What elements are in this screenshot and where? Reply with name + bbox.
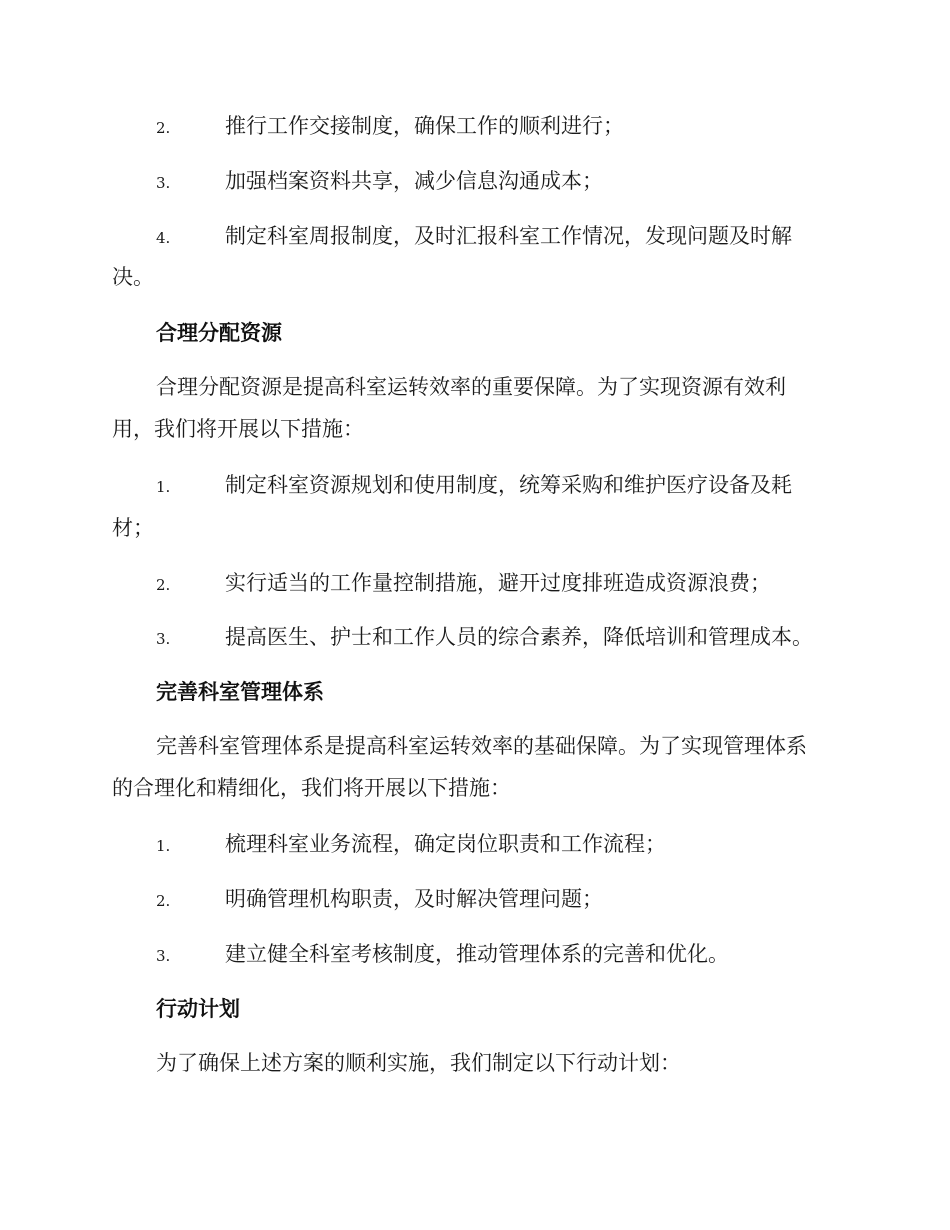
list-item-text: 推行工作交接制度，确保工作的顺利进行； <box>225 114 624 138</box>
list-item-number: 2. <box>156 892 171 910</box>
list-item-text: 实行适当的工作量控制措施，避开过度排班造成资源浪费； <box>225 571 771 595</box>
paragraph-line: 合理分配资源是提高科室运转效率的重要保障。为了实现资源有效利 <box>156 375 786 399</box>
section-heading: 合理分配资源 <box>156 321 282 345</box>
list-item-text: 提高医生、护士和工作人员的综合素养，降低培训和管理成本。 <box>225 625 813 649</box>
list-item-continuation: 材； <box>112 516 154 540</box>
list-item-text: 制定科室周报制度，及时汇报科室工作情况，发现问题及时解 <box>225 224 792 248</box>
paragraph-line: 为了确保上述方案的顺利实施，我们制定以下行动计划： <box>156 1051 681 1075</box>
list-item-text: 建立健全科室考核制度，推动管理体系的完善和优化。 <box>225 942 729 966</box>
list-item-number: 3. <box>156 174 171 192</box>
list-item-number: 2. <box>156 576 171 594</box>
list-item-number: 4. <box>156 229 171 247</box>
list-item-continuation: 决。 <box>112 265 154 289</box>
section-heading: 完善科室管理体系 <box>156 680 324 704</box>
list-item-text: 加强档案资料共享，减少信息沟通成本； <box>225 169 603 193</box>
paragraph-line: 完善科室管理体系是提高科室运转效率的基础保障。为了实现管理体系 <box>156 734 807 758</box>
list-item-text: 制定科室资源规划和使用制度，统筹采购和维护医疗设备及耗 <box>225 473 792 497</box>
section-heading: 行动计划 <box>156 997 240 1021</box>
paragraph-line: 的合理化和精细化，我们将开展以下措施： <box>112 776 511 800</box>
list-item-number: 3. <box>156 947 171 965</box>
paragraph-line: 用，我们将开展以下措施： <box>112 417 364 441</box>
list-item-text: 明确管理机构职责，及时解决管理问题； <box>225 887 603 911</box>
list-item-number: 2. <box>156 119 171 137</box>
list-item-number: 1. <box>156 837 171 855</box>
list-item-number: 3. <box>156 630 171 648</box>
list-item-text: 梳理科室业务流程，确定岗位职责和工作流程； <box>225 832 666 856</box>
list-item-number: 1. <box>156 478 171 496</box>
